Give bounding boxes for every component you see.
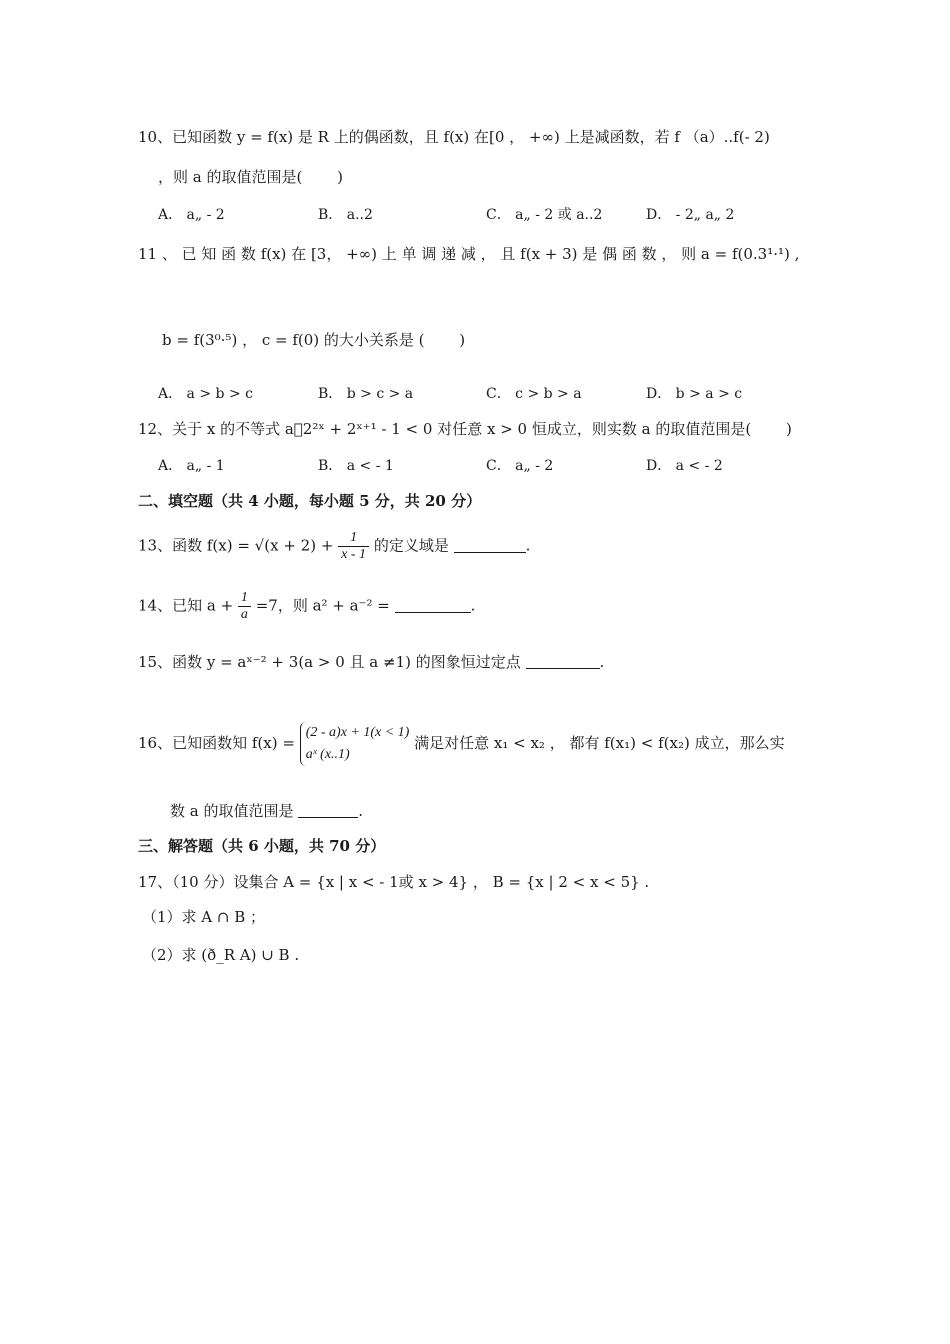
- q14-mid: =7，则 a² + a⁻² =: [255, 596, 390, 615]
- q10-option-a: A． a„ - 2: [158, 207, 225, 223]
- q14-fraction-denominator: a: [240, 607, 248, 622]
- q11-option-c: C． c > b > a: [486, 386, 582, 402]
- q14-answer-blank[interactable]: [395, 598, 471, 613]
- q15-answer-blank[interactable]: [526, 654, 600, 669]
- q12-option-c: C． a„ - 2: [486, 458, 554, 474]
- q13-fraction-denominator: x - 1: [341, 547, 367, 562]
- q16-line1: [138, 722, 785, 766]
- q13-suffix: 的定义域是: [373, 536, 449, 555]
- q15-line: 15、函数 y = aˣ⁻² + 3(a > 0 且 a ≠1) 的图象恒过定点 .: [138, 653, 605, 671]
- q17-line1: 17、（10 分）设集合 A = {x | x < - 1或 x > 4} ， B = {x | 2 < x < 5} .: [138, 873, 650, 891]
- q13-fraction: [338, 530, 369, 563]
- q12-line1: 12、关于 x 的不等式 a􀁺2²ˣ + 2ˣ⁺¹ - 1 < 0 对任意 x > 0 恒成立，则实数 a 的取值范围是( ): [138, 420, 792, 438]
- q10-option-b: B． a..2: [318, 207, 373, 223]
- q10-option-c: C． a„ - 2 或 a..2: [486, 207, 603, 223]
- q12-option-d: D． a < - 2: [646, 458, 723, 474]
- q14-line: 14、已知 a + $\frac{1}{a}$ =7，则 a² + a⁻² = .: [138, 590, 476, 622]
- q16-piecewise: [300, 722, 410, 766]
- q12-options: [158, 455, 858, 475]
- q11-option-a: A． a > b > c: [158, 386, 253, 402]
- q14-fraction-numerator: 1: [238, 590, 251, 607]
- q12-option-a: A． a„ - 1: [158, 458, 225, 474]
- q10-options: [158, 204, 858, 224]
- q10-line2: ，则 a 的取值范围是( ): [158, 168, 343, 186]
- q11-line1: 11 、 已 知 函 数 f(x) 在 [3， +∞) 上 单 调 递 减 ， 且 f(x + 3) 是 偶 函 数 ， 则 a = f(0.3¹·¹) ,: [138, 245, 800, 263]
- q13-prefix: 13、函数 f(x) = √(x + 2) +: [138, 536, 334, 555]
- q11-option-d: D． b > a > c: [646, 386, 743, 402]
- q16-answer-blank[interactable]: [298, 803, 358, 818]
- q17-part-2: （2）求 (ð_R A) ∪ B .: [142, 946, 300, 964]
- q16-line2: 数 a 的取值范围是 .: [170, 802, 364, 820]
- q13-line: 13、函数 f(x) = √(x + 2) + $\frac{1}{x - 1}$ 的定义域是 .: [138, 530, 531, 562]
- q16-prefix: 16、已知函数知 f(x) =: [138, 734, 295, 752]
- q16-case-2: aˣ (x..1): [305, 747, 350, 762]
- q11-line2: b = f(3⁰·⁵) ， c = f(0) 的大小关系是 ( ): [162, 331, 466, 349]
- q11-options: [158, 383, 858, 403]
- section-2-heading: 二、填空题（共 4 小题，每小题 5 分，共 20 分）: [138, 492, 482, 510]
- q13-fraction-numerator: 1: [338, 530, 369, 547]
- q16-suffix: 满足对任意 x₁ < x₂ ， 都有 f(x₁) < f(x₂) 成立，那么实: [414, 734, 785, 752]
- q13-answer-blank[interactable]: [454, 538, 526, 553]
- q10-option-d: D． - 2„ a„ 2: [646, 207, 735, 223]
- q16-case-1: (2 - a)x + 1(x < 1): [305, 725, 410, 740]
- q15-text: 15、函数 y = aˣ⁻² + 3(a > 0 且 a ≠1) 的图象恒过定点: [138, 653, 521, 671]
- q11-option-b: B． b > c > a: [318, 386, 414, 402]
- q17-part-1: （1）求 A ∩ B ；: [142, 908, 266, 926]
- section-3-heading: 三、解答题（共 6 小题，共 70 分）: [138, 837, 386, 855]
- q10-line1: 10、已知函数 y = f(x) 是 R 上的偶函数，且 f(x) 在[0 ， +∞) 上是减函数，若 f （a）..f(- 2): [138, 128, 770, 146]
- q14-prefix: 14、已知 a +: [138, 596, 234, 615]
- q12-option-b: B． a < - 1: [318, 458, 394, 474]
- q14-fraction: [238, 590, 251, 623]
- q16-line2-text: 数 a 的取值范围是: [170, 802, 294, 820]
